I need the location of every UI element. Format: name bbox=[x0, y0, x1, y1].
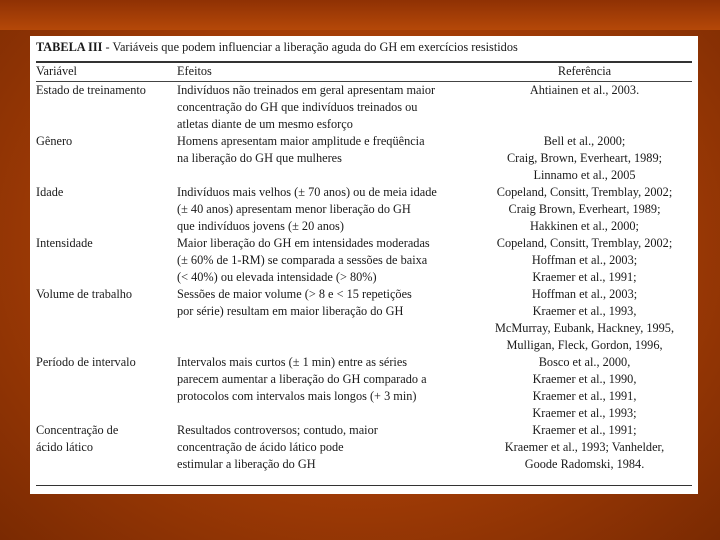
header-variavel: Variável bbox=[36, 64, 77, 78]
cell-line: Kraemer et al., 1991; bbox=[532, 269, 637, 284]
variable-cell bbox=[36, 354, 177, 422]
table-header bbox=[36, 63, 692, 81]
cell-line: Hoffman et al., 2003; bbox=[531, 286, 638, 301]
cell-line: Linnamo et al., 2005 bbox=[533, 167, 636, 182]
effects-cell bbox=[177, 184, 477, 235]
cell-line: Craig Brown, Everheart, 1989; bbox=[508, 201, 661, 216]
header-referencia: Referência bbox=[557, 64, 612, 78]
cell-line: Kraemer et al., 1991, bbox=[532, 388, 637, 403]
cell-line: Período de intervalo bbox=[36, 354, 136, 369]
cell-line: Indivíduos mais velhos (± 70 anos) ou de meia idade bbox=[177, 184, 437, 199]
cell-line: Kraemer et al., 1990, bbox=[532, 371, 637, 386]
reference-cell bbox=[477, 184, 692, 235]
cell-line: na liberação do GH que mulheres bbox=[177, 150, 342, 165]
cell-line: Resultados controversos; contudo, maior bbox=[177, 422, 378, 437]
cell-line: protocolos com intervalos mais longos (+ 3 min) bbox=[177, 388, 417, 403]
variable-cell bbox=[36, 133, 177, 184]
variable-cell bbox=[36, 422, 177, 473]
cell-line: Indivíduos não treinados em geral apresentam maior bbox=[177, 82, 436, 97]
cell-line: Sessões de maior volume (> 8 e < 15 repetições bbox=[177, 286, 412, 301]
table-title-label: TABELA III bbox=[36, 40, 103, 54]
cell-line: que indivíduos jovens (± 20 anos) bbox=[177, 218, 344, 233]
cell-line: ácido lático bbox=[36, 439, 94, 454]
cell-line: concentração do GH que indivíduos treinados ou bbox=[177, 99, 418, 114]
cell-line: (± 40 anos) apresentam menor liberação do GH bbox=[177, 201, 411, 216]
cell-line: Kraemer et al., 1993, bbox=[532, 303, 637, 318]
cell-line: Craig, Brown, Everheart, 1989; bbox=[506, 150, 663, 165]
table-title bbox=[36, 39, 692, 57]
table-body bbox=[36, 82, 692, 473]
variable-cell bbox=[36, 184, 177, 235]
effects-cell bbox=[177, 82, 477, 133]
header-efeitos: Efeitos bbox=[177, 64, 212, 78]
variable-cell bbox=[36, 235, 177, 286]
cell-line: concentração de ácido lático pode bbox=[177, 439, 344, 454]
effects-cell bbox=[177, 286, 477, 354]
cell-line: Hakkinen et al., 2000; bbox=[530, 218, 639, 233]
cell-line: Copeland, Consitt, Tremblay, 2002; bbox=[496, 184, 673, 199]
cell-line: (± 60% de 1-RM) se comparada a sessões de baixa bbox=[177, 252, 428, 267]
cell-line: Maior liberação do GH em intensidades moderadas bbox=[177, 235, 430, 250]
effects-cell bbox=[177, 133, 477, 184]
cell-line: Ahtiainen et al., 2003. bbox=[529, 82, 640, 97]
cell-line: parecem aumentar a liberação do GH comparado a bbox=[177, 371, 427, 386]
cell-line: Hoffman et al., 2003; bbox=[531, 252, 638, 267]
reference-cell bbox=[477, 235, 692, 286]
variable-cell bbox=[36, 82, 177, 133]
table-sheet bbox=[30, 36, 698, 494]
cell-line: estimular a liberação do GH bbox=[177, 456, 316, 471]
cell-line: Homens apresentam maior amplitude e freqüência bbox=[177, 133, 425, 148]
cell-line: Gênero bbox=[36, 133, 73, 148]
table-row bbox=[36, 235, 692, 286]
cell-line: Copeland, Consitt, Tremblay, 2002; bbox=[496, 235, 673, 250]
reference-cell bbox=[477, 82, 692, 133]
cell-line: Bosco et al., 2000, bbox=[538, 354, 631, 369]
cell-line: Estado de treinamento bbox=[36, 82, 146, 97]
effects-cell bbox=[177, 235, 477, 286]
cell-line: Kraemer et al., 1993; bbox=[532, 405, 637, 420]
reference-cell bbox=[477, 422, 692, 473]
table-title-text: - Variáveis que podem influenciar a liberação aguda do GH em exercícios resistidos bbox=[102, 40, 518, 54]
table-row bbox=[36, 82, 692, 133]
cell-line: McMurray, Eubank, Hackney, 1995, bbox=[494, 320, 675, 335]
cell-line: Concentração de bbox=[36, 422, 119, 437]
cell-line: Intensidade bbox=[36, 235, 93, 250]
variable-cell bbox=[36, 286, 177, 354]
table-row bbox=[36, 286, 692, 354]
table-row bbox=[36, 354, 692, 422]
slide-top-band bbox=[0, 0, 720, 30]
cell-line: Volume de trabalho bbox=[36, 286, 133, 301]
cell-line: por série) resultam em maior liberação do GH bbox=[177, 303, 404, 318]
effects-cell bbox=[177, 354, 477, 422]
cell-line: Kraemer et al., 1993; Vanhelder, bbox=[504, 439, 665, 454]
table-row bbox=[36, 133, 692, 184]
reference-cell bbox=[477, 354, 692, 422]
cell-line: Kraemer et al., 1991; bbox=[532, 422, 637, 437]
table-row bbox=[36, 184, 692, 235]
cell-line: Intervalos mais curtos (± 1 min) entre as séries bbox=[177, 354, 408, 369]
cell-line: Idade bbox=[36, 184, 64, 199]
reference-cell bbox=[477, 133, 692, 184]
cell-line: (< 40%) ou elevada intensidade (> 80%) bbox=[177, 269, 377, 284]
bottom-rule bbox=[36, 485, 692, 487]
table-row bbox=[36, 422, 692, 473]
effects-cell bbox=[177, 422, 477, 473]
cell-line: atletas diante de um mesmo esforço bbox=[177, 116, 353, 131]
cell-line: Bell et al., 2000; bbox=[543, 133, 626, 148]
reference-cell bbox=[477, 286, 692, 354]
cell-line: Mulligan, Fleck, Gordon, 1996, bbox=[506, 337, 663, 352]
cell-line: Goode Radomski, 1984. bbox=[524, 456, 645, 471]
